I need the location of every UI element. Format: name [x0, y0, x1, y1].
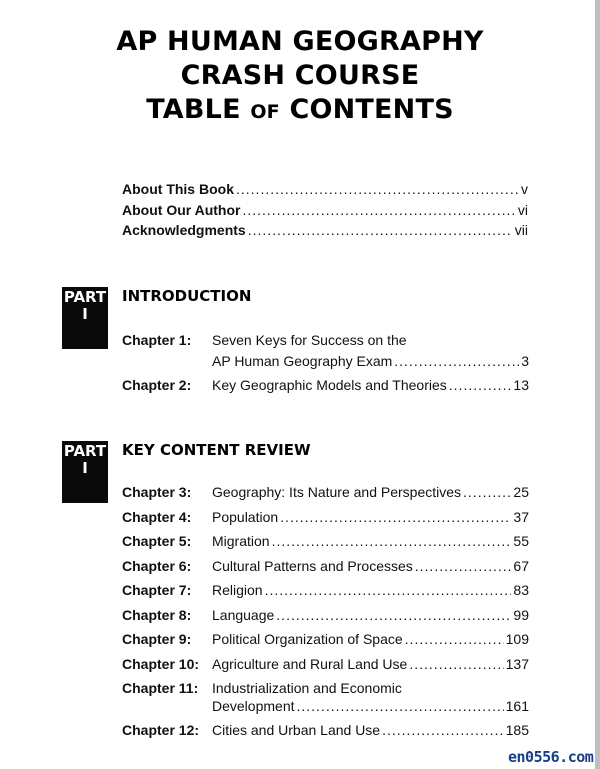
- toc-entry-about-author[interactable]: [122, 202, 528, 218]
- chapter-title: Geography: Its Nature and Perspectives: [212, 484, 462, 500]
- chapter-label: Chapter 9:: [122, 631, 192, 647]
- title-word-of: OF: [250, 101, 280, 123]
- chapter-title: Agriculture and Rural Land Use: [212, 656, 408, 672]
- dot-leader: [276, 607, 511, 623]
- toc-entry-page: vi: [517, 202, 528, 218]
- chapter-page: 67: [513, 558, 529, 574]
- toc-entry-chapter-11[interactable]: [212, 698, 529, 714]
- part-badge-word: PART: [63, 288, 107, 306]
- chapter-label: Chapter 8:: [122, 607, 192, 623]
- chapter-label: Chapter 1:: [122, 332, 192, 348]
- chapter-label: Chapter 5:: [122, 533, 192, 549]
- dot-leader: [280, 509, 511, 525]
- toc-entry-acknowledgments[interactable]: [122, 222, 528, 238]
- chapter-page: 137: [505, 656, 529, 672]
- part-badge-word: PART: [63, 442, 107, 460]
- toc-entry-chapter-3[interactable]: [212, 484, 529, 500]
- dot-leader: [382, 722, 504, 738]
- part-badge-number: I: [82, 459, 88, 477]
- book-title-line-1: AP HUMAN GEOGRAPHY: [116, 26, 484, 57]
- part-badge: [62, 287, 108, 349]
- toc-entry-chapter-10[interactable]: [212, 656, 529, 672]
- title-word-table: TABLE: [146, 94, 251, 125]
- chapter-title: Cultural Patterns and Processes: [212, 558, 413, 574]
- chapter-title: Religion: [212, 582, 263, 598]
- chapter-label: Chapter 4:: [122, 509, 192, 525]
- dot-leader: [272, 533, 512, 549]
- chapter-label: Chapter 7:: [122, 582, 192, 598]
- book-title-line-2: CRASH COURSE: [180, 60, 420, 91]
- chapter-label: Chapter 12:: [122, 722, 200, 738]
- dot-leader: [297, 698, 504, 714]
- chapter-page: 55: [513, 533, 529, 549]
- part-heading: KEY CONTENT REVIEW: [122, 441, 311, 459]
- dot-leader: [265, 582, 512, 598]
- chapter-label: Chapter 2:: [122, 377, 192, 393]
- toc-entry-chapter-8[interactable]: [212, 607, 529, 623]
- toc-entry-label: Acknowledgments: [122, 222, 246, 238]
- dot-leader: [242, 202, 515, 218]
- toc-entry-label: About This Book: [122, 181, 234, 197]
- toc-entry-chapter-5[interactable]: [212, 533, 529, 549]
- toc-entry-page: vii: [514, 222, 528, 238]
- chapter-page: 109: [505, 631, 529, 647]
- dot-leader: [236, 181, 519, 197]
- part-heading: INTRODUCTION: [122, 287, 252, 305]
- dot-leader: [409, 656, 503, 672]
- chapter-label: Chapter 11:: [122, 680, 199, 696]
- dot-leader: [394, 353, 519, 369]
- chapter-title: Population: [212, 509, 279, 525]
- book-title-line-3: [0, 94, 600, 125]
- part-badge-number: I: [82, 305, 88, 323]
- chapter-page: 13: [513, 377, 529, 393]
- chapter-page: 37: [513, 509, 529, 525]
- dot-leader: [405, 631, 504, 647]
- toc-entry-chapter-9[interactable]: [212, 631, 529, 647]
- toc-entry-chapter-1[interactable]: [212, 353, 529, 369]
- chapter-title: Migration: [212, 533, 270, 549]
- chapter-title: Key Geographic Models and Theories: [212, 377, 447, 393]
- dot-leader: [449, 377, 512, 393]
- chapter-page: 161: [505, 698, 529, 714]
- dot-leader: [248, 222, 513, 238]
- chapter-title: Political Organization of Space: [212, 631, 403, 647]
- toc-entry-chapter-12[interactable]: [212, 722, 529, 738]
- part-badge: [62, 441, 108, 503]
- chapter-label: Chapter 3:: [122, 484, 192, 500]
- chapter-title-line-1: Seven Keys for Success on the: [212, 332, 407, 348]
- chapter-title: Cities and Urban Land Use: [212, 722, 381, 738]
- chapter-label: Chapter 6:: [122, 558, 192, 574]
- toc-entry-chapter-7[interactable]: [212, 582, 529, 598]
- chapter-page: 185: [505, 722, 529, 738]
- toc-entry-chapter-2[interactable]: [212, 377, 529, 393]
- chapter-title: Development: [212, 698, 295, 714]
- chapter-page: 3: [521, 353, 529, 369]
- chapter-label: Chapter 10:: [122, 656, 200, 672]
- title-word-contents: CONTENTS: [279, 94, 454, 125]
- chapter-page: 25: [513, 484, 529, 500]
- dot-leader: [463, 484, 511, 500]
- chapter-page: 83: [513, 582, 529, 598]
- chapter-page: 99: [513, 607, 529, 623]
- toc-entry-chapter-6[interactable]: [212, 558, 529, 574]
- toc-entry-chapter-4[interactable]: [212, 509, 529, 525]
- watermark: en0556.com: [508, 748, 594, 766]
- toc-entry-page: v: [521, 181, 528, 197]
- toc-entry-about-book[interactable]: [122, 181, 528, 197]
- chapter-title-line-1: Industrialization and Economic: [212, 680, 402, 696]
- toc-entry-label: About Our Author: [122, 202, 241, 218]
- chapter-title: AP Human Geography Exam: [212, 353, 393, 369]
- dot-leader: [415, 558, 512, 574]
- chapter-title: Language: [212, 607, 275, 623]
